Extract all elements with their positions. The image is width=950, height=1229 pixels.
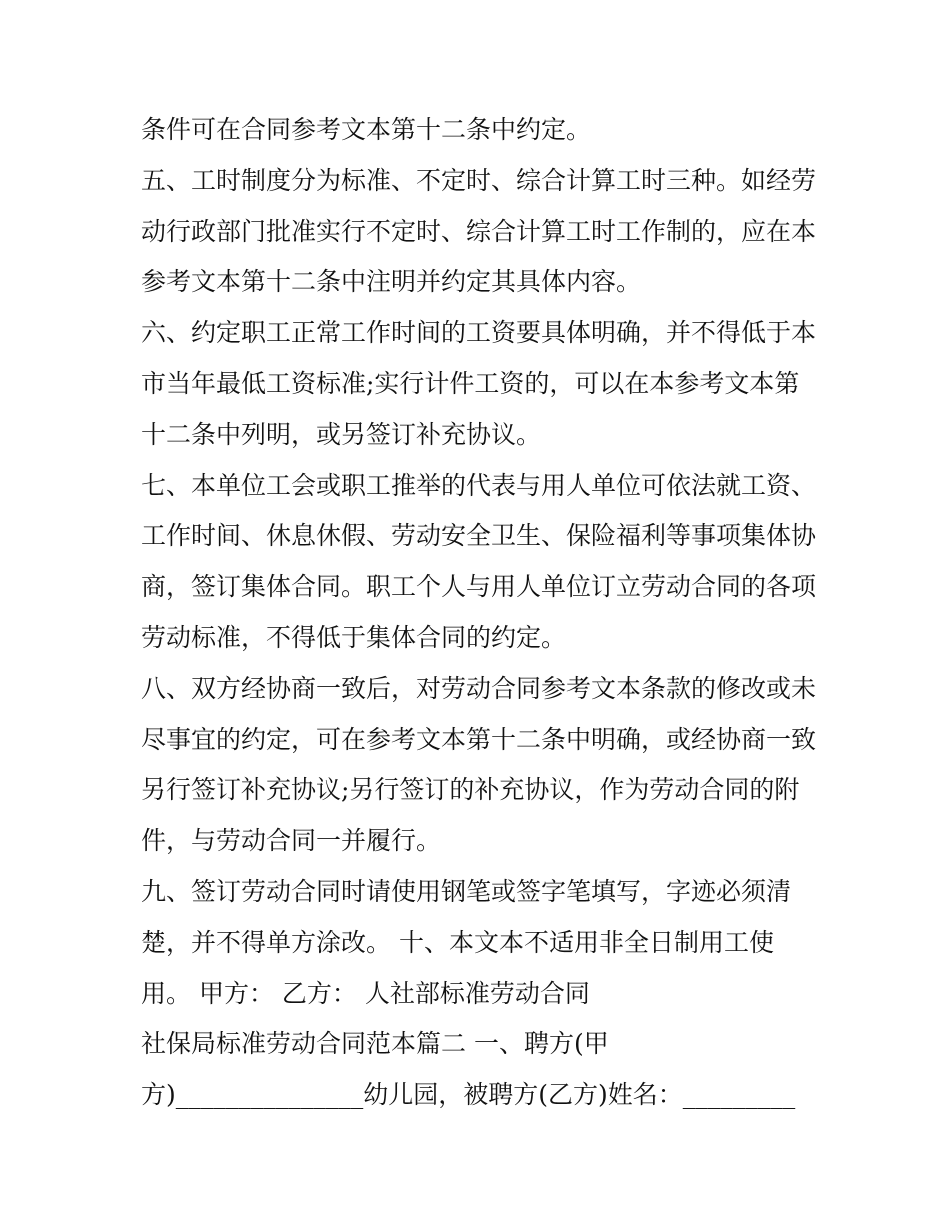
text-line: 十二条中列明，或另签订补充协议。 xyxy=(141,419,542,449)
document-body xyxy=(141,105,831,1121)
text-line: 九、签订劳动合同时请使用钢笔或签字笔填写，字迹必须清 xyxy=(141,876,792,906)
text-line: 楚，并不得单方涂改。 十、本文本不适用非全日制用工使 xyxy=(141,927,774,957)
text-line: 用。 甲方： 乙方： 人社部标准劳动合同 xyxy=(141,978,590,1008)
text-line: 八、双方经协商一致后，对劳动合同参考文本条款的修改或未 xyxy=(141,673,817,703)
text-line: 五、工时制度分为标准、不定时、综合计算工时三种。如经劳 xyxy=(141,165,817,195)
text-line: 劳动标准，不得低于集体合同的约定。 xyxy=(141,622,567,652)
text-line: 社保局标准劳动合同范本篇二 一、聘方(甲 xyxy=(141,1029,609,1059)
text-line: 方)_______________幼儿园，被聘方(乙方)姓名：_________ xyxy=(141,1080,796,1110)
text-line: 商，签订集体合同。职工个人与用人单位订立劳动合同的各项 xyxy=(141,572,817,602)
text-line: 件，与劳动合同一并履行。 xyxy=(141,826,442,856)
text-line: 尽事宜的约定，可在参考文本第十二条中明确，或经协商一致 xyxy=(141,724,817,754)
text-line: 条件可在合同参考文本第十二条中约定。 xyxy=(141,115,592,144)
text-line: 六、约定职工正常工作时间的工资要具体明确，并不得低于本 xyxy=(141,318,817,348)
text-line: 工作时间、休息休假、劳动安全卫生、保险福利等事项集体协 xyxy=(141,521,817,551)
text-line: 另行签订补充协议;另行签订的补充协议，作为劳动合同的附 xyxy=(141,775,800,805)
text-line: 参考文本第十二条中注明并约定其具体内容。 xyxy=(141,267,642,297)
text-line: 七、本单位工会或职工推举的代表与用人单位可依法就工资、 xyxy=(141,470,817,500)
text-line: 市当年最低工资标准;实行计件工资的，可以在本参考文本第 xyxy=(141,368,800,398)
text-line: 动行政部门批准实行不定时、综合计算工时工作制的，应在本 xyxy=(141,216,817,246)
